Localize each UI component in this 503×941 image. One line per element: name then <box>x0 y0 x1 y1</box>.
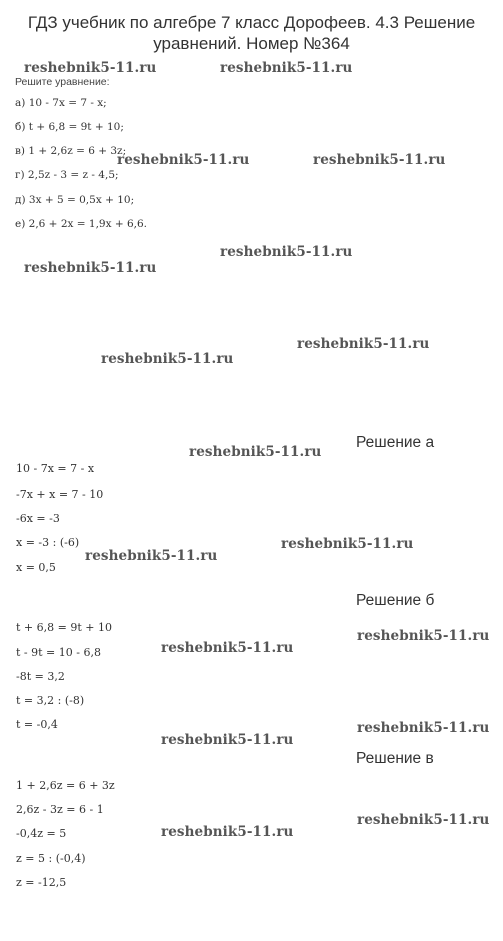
solution-v-line: 1 + 2,6z = 6 + 3z <box>16 779 115 792</box>
task-heading: Решите уравнение: <box>15 76 110 88</box>
solution-v-line: 2,6z - 3z = 6 - 1 <box>16 803 104 816</box>
solution-a-line: x = -3 : (-6) <box>16 536 80 549</box>
task-item: в) 1 + 2,6z = 6 + 3z; <box>15 145 127 157</box>
watermark: reshebnik5-11.ru <box>281 536 414 552</box>
task-item: д) 3x + 5 = 0,5x + 10; <box>15 194 135 206</box>
task-item: е) 2,6 + 2x = 1,9x + 6,6. <box>15 218 148 230</box>
watermark: reshebnik5-11.ru <box>189 444 322 460</box>
solution-a-line: -6x = -3 <box>16 512 60 525</box>
watermark: reshebnik5-11.ru <box>161 732 294 748</box>
page-title-line-2: уравнений. Номер №364 <box>153 34 350 53</box>
solution-b-line: t = 3,2 : (-8) <box>16 694 85 707</box>
watermark: reshebnik5-11.ru <box>161 640 294 656</box>
watermark: reshebnik5-11.ru <box>357 720 490 736</box>
solution-a-line: -7x + x = 7 - 10 <box>16 488 104 501</box>
watermark: reshebnik5-11.ru <box>313 152 446 168</box>
solution-v-line: z = -12,5 <box>16 876 67 889</box>
task-item: б) t + 6,8 = 9t + 10; <box>15 121 124 133</box>
watermark: reshebnik5-11.ru <box>24 60 157 76</box>
solution-a-line: 10 - 7x = 7 - x <box>16 462 95 475</box>
watermark: reshebnik5-11.ru <box>220 60 353 76</box>
task-item: г) 2,5z - 3 = z - 4,5; <box>15 169 119 181</box>
solution-v-line: z = 5 : (-0,4) <box>16 852 86 865</box>
watermark: reshebnik5-11.ru <box>24 260 157 276</box>
solution-a-title: Решение а <box>356 434 435 451</box>
solution-a-line: x = 0,5 <box>16 561 56 574</box>
solution-b-line: -8t = 3,2 <box>16 670 65 683</box>
watermark: reshebnik5-11.ru <box>101 351 234 367</box>
watermark: reshebnik5-11.ru <box>220 244 353 260</box>
watermark: reshebnik5-11.ru <box>85 548 218 564</box>
solution-b-title: Решение б <box>356 592 435 609</box>
watermark: reshebnik5-11.ru <box>297 336 430 352</box>
solution-b-line: t + 6,8 = 9t + 10 <box>16 621 112 634</box>
watermark: reshebnik5-11.ru <box>117 152 250 168</box>
solution-v-title: Решение в <box>356 750 434 767</box>
page-title-line-1: ГДЗ учебник по алгебре 7 класс Дорофеев. 4.3 Решение <box>27 13 476 32</box>
solution-b-line: t = -0,4 <box>16 718 58 731</box>
task-item: а) 10 - 7x = 7 - x; <box>15 97 107 109</box>
watermark: reshebnik5-11.ru <box>357 628 490 644</box>
watermark: reshebnik5-11.ru <box>357 812 490 828</box>
watermark: reshebnik5-11.ru <box>161 824 294 840</box>
page-title <box>0 12 503 54</box>
solution-v-line: -0,4z = 5 <box>16 827 67 840</box>
solution-b-line: t - 9t = 10 - 6,8 <box>16 646 101 659</box>
